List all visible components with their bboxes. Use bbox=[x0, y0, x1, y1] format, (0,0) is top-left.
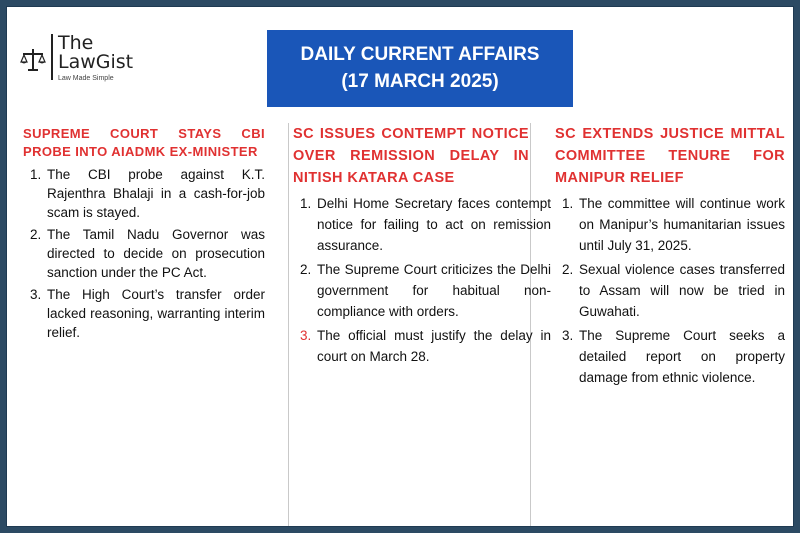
column-heading: SUPREME COURT STAYS CBI PROBE INTO AIADMK EX-MINISTER bbox=[23, 126, 265, 159]
point-list bbox=[293, 193, 551, 367]
column-heading: SC EXTENDS JUSTICE MITTAL COMMITTEE TENURE FOR MANIPUR RELIEF bbox=[555, 126, 785, 186]
scales-of-justice-icon bbox=[19, 46, 47, 74]
news-column-2 bbox=[288, 123, 551, 527]
news-column-1 bbox=[23, 123, 265, 345]
banner-title: DAILY CURRENT AFFAIRS bbox=[300, 44, 540, 65]
list-item: 3. The Supreme Court seeks a detailed report on property damage from ethnic violence. bbox=[577, 325, 785, 388]
infographic-card bbox=[6, 6, 794, 527]
list-item: 1. The CBI probe against K.T. Rajenthra Bhalaji in a cash-for-job scam is stayed. bbox=[45, 165, 265, 222]
list-item: 2. The Supreme Court criticizes the Delhi government for habitual non-compliance with orders. bbox=[315, 259, 551, 322]
list-item: 1. The committee will continue work on Manipur’s humanitarian issues until July 31, 2025. bbox=[577, 193, 785, 256]
list-item: 1. Delhi Home Secretary faces contempt notice for failing to act on remission assurance. bbox=[315, 193, 551, 256]
list-item: 2. Sexual violence cases transferred to Assam will now be tried in Guwahati. bbox=[577, 259, 785, 322]
logo-divider bbox=[51, 34, 53, 80]
title-banner bbox=[267, 30, 573, 107]
list-item: 3. The High Court’s transfer order lacked reasoning, warranting interim relief. bbox=[45, 285, 265, 342]
list-item: 2. The Tamil Nadu Governor was directed to decide on prosecution sanction under the PC Act. bbox=[45, 225, 265, 282]
banner-date: (17 MARCH 2025) bbox=[341, 71, 499, 92]
column-heading: SC ISSUES CONTEMPT NOTICE OVER REMISSION DELAY IN NITISH KATARA CASE bbox=[293, 126, 529, 186]
news-column-3 bbox=[555, 123, 785, 391]
logo-line-1: The bbox=[58, 32, 94, 54]
point-list bbox=[555, 193, 785, 388]
logo-line-2: LawGist bbox=[58, 51, 134, 73]
point-list bbox=[23, 165, 265, 342]
logo-tagline: Law Made Simple bbox=[58, 75, 114, 82]
list-item: 3. The official must justify the delay in court on March 28. bbox=[315, 325, 551, 367]
brand-logo bbox=[19, 34, 133, 82]
